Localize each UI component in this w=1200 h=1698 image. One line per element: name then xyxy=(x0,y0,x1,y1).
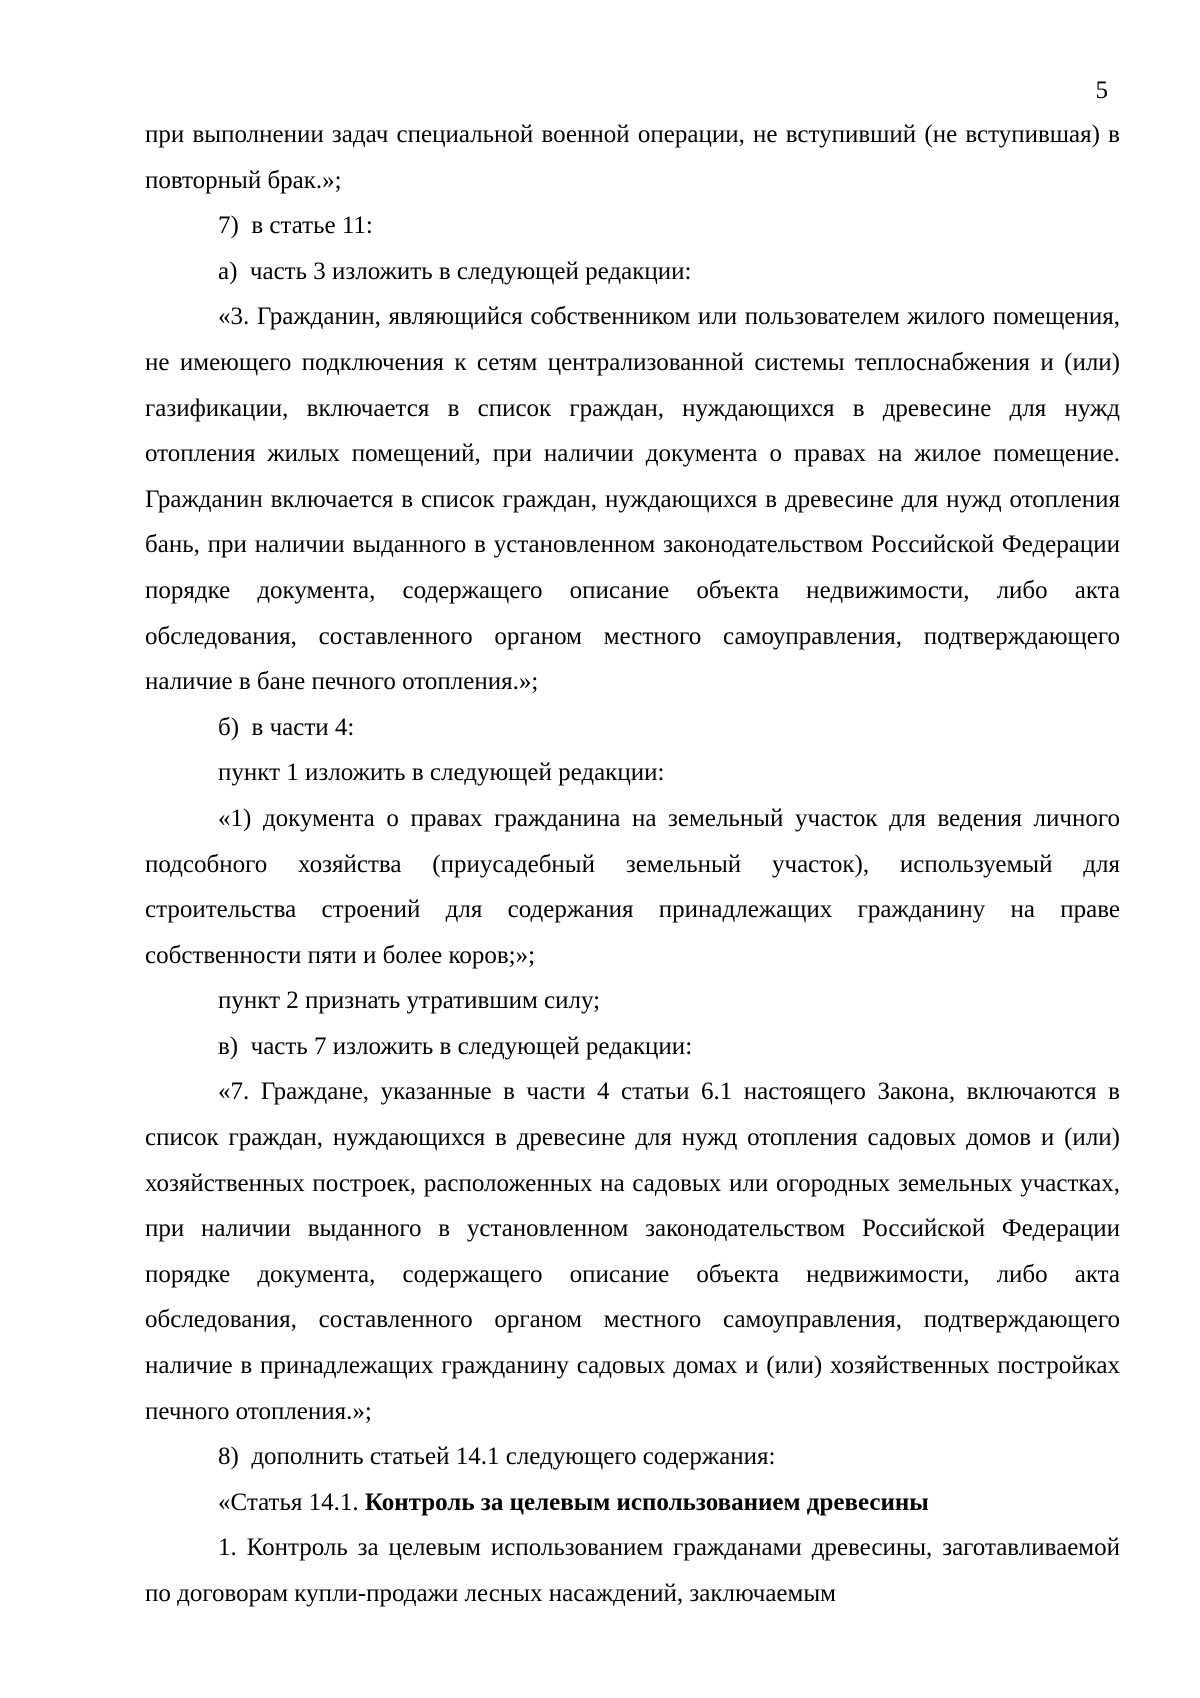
article-heading xyxy=(145,1480,1120,1526)
paragraph: в) часть 7 изложить в следующей редакции: xyxy=(218,1032,693,1060)
paragraph: пункт 1 изложить в следующей редакции: xyxy=(218,759,665,787)
paragraph: б) в части 4: xyxy=(218,713,355,741)
paragraph: 7) в статье 11: xyxy=(218,212,373,240)
paragraph: 8) дополнить статьей 14.1 следующего содержания: xyxy=(218,1443,776,1471)
paragraph: пункт 2 признать утратившим силу; xyxy=(218,987,601,1015)
paragraph: при выполнении задач специальной военной операции, не вступивший (не вступившая) в повторный брак.»; xyxy=(145,121,1120,194)
paragraph: 1. Контроль за целевым использованием гражданами древесины, заготавливаемой по договорам купли-продажи лесных насаждений, заключаемым xyxy=(145,1534,1120,1607)
paragraph: «7. Граждане, указанные в части 4 статьи 6.1 настоящего Закона, включаются в список граждан, нуждающихся в древесине для нужд отопления садовых домов и (или) хозяйственных построек, расположенных на садовых или огородных земельных участках, при наличии выданного в установленном законодательством Российской Федерации порядке документа, содержащего описание объекта недвижимости, либо акта обследования, составленного органом местного самоуправления, подтверждающего наличие в принадлежащих гражданину садовых домах и (или) хозяйственных постройках печного отопления.»; xyxy=(145,1078,1120,1425)
article-heading-prefix: «Статья 14.1. xyxy=(218,1488,365,1516)
document-body xyxy=(145,112,1120,1617)
article-heading-title: Контроль за целевым использованием древесины xyxy=(364,1488,929,1516)
paragraph: «1) документа о правах гражданина на земельный участок для ведения личного подсобного хозяйства (приусадебный земельный участок), используемый для строительства строений для содержания принадлежащих гражданину на праве собственности пяти и более коров;»; xyxy=(145,804,1120,969)
page-number: 5 xyxy=(1095,77,1108,104)
paragraph: «3. Гражданин, являющийся собственником или пользователем жилого помещения, не имеющего подключения к сетям централизованной системы теплоснабжения и (или) газификации, включается в список граждан, нуждающихся в древесине для нужд отопления жилых помещений, при наличии документа о правах на жилое помещение. Гражданин включается в список граждан, нуждающихся в древесине для нужд отопления бань, при наличии выданного в установленном законодательством Российской Федерации порядке документа, содержащего описание объекта недвижимости, либо акта обследования, составленного органом местного самоуправления, подтверждающего наличие в бане печного отопления.»; xyxy=(145,303,1120,696)
paragraph: а) часть 3 изложить в следующей редакции: xyxy=(218,257,692,285)
